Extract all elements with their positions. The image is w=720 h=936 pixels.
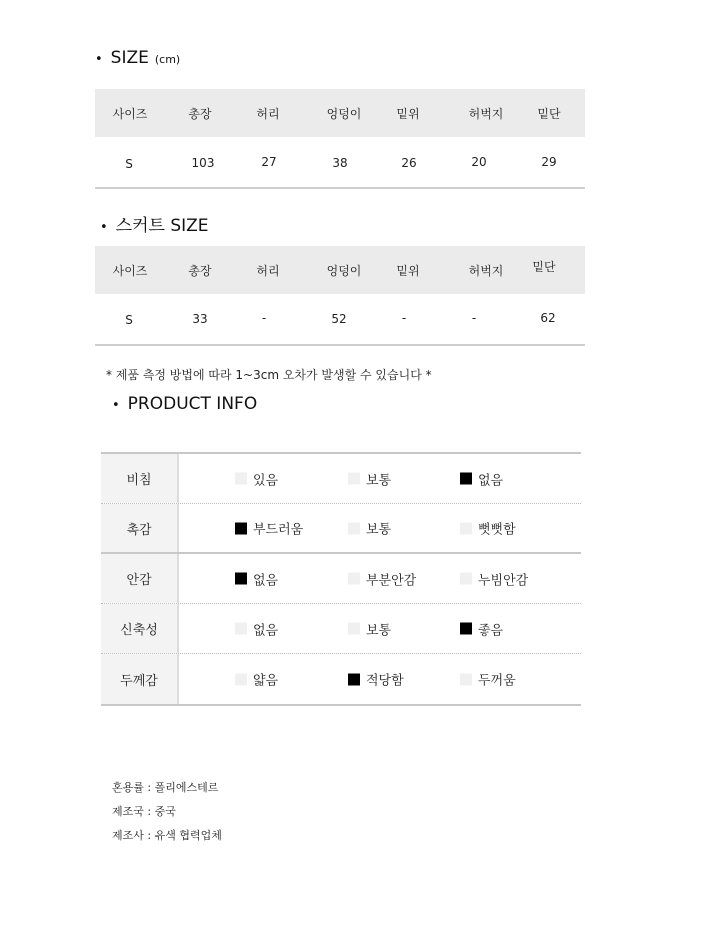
data-cell: - [401, 311, 407, 325]
option-label: 보통 [366, 623, 392, 638]
header-cell: 총장 [188, 264, 212, 278]
data-cell: 38 [332, 156, 348, 170]
data-cell: - [471, 311, 477, 325]
header-cell: 사이즈 [112, 264, 148, 278]
option [460, 469, 503, 488]
header-cell: 허리 [256, 107, 280, 121]
option [348, 569, 416, 588]
option [348, 469, 391, 488]
header-cell: 밑단 [537, 107, 561, 121]
data-cell: 62 [540, 311, 556, 325]
header-cell: 사이즈 [112, 107, 148, 121]
header-cell: 허벅지 [468, 264, 504, 278]
checkbox-mark [460, 573, 472, 585]
info-row-see-through [101, 454, 581, 504]
size-table-row [95, 137, 585, 189]
option [348, 619, 391, 638]
data-cell: S [125, 313, 133, 327]
option [235, 469, 278, 488]
option-label: 있음 [253, 473, 279, 488]
checkbox-mark [235, 473, 247, 485]
data-cell: 52 [331, 312, 347, 326]
header-cell: 총장 [188, 107, 212, 121]
skirt-section-title [100, 211, 209, 236]
option [460, 519, 516, 538]
info-row-lining [101, 554, 581, 604]
option-label: 보통 [366, 473, 392, 488]
option-label: 부드러움 [253, 522, 304, 538]
option [348, 670, 404, 689]
info-row-thickness [101, 654, 581, 704]
option-label: 뻣뻣함 [478, 522, 516, 538]
size-table-header [95, 89, 585, 137]
option [348, 519, 391, 538]
size-section-title [95, 48, 180, 68]
checkbox-mark-selected [235, 522, 247, 534]
bullet: • [100, 220, 108, 235]
product-info-title [112, 394, 257, 414]
data-cell: 27 [261, 155, 277, 169]
data-cell: 29 [541, 155, 557, 169]
option-label: 두꺼움 [478, 673, 516, 689]
size-unit: (cm) [154, 53, 181, 66]
option-label: 보통 [366, 522, 392, 538]
data-cell: 103 [191, 156, 215, 170]
option-label: 없음 [478, 473, 504, 488]
bullet: • [112, 398, 120, 413]
option [460, 670, 516, 689]
checkbox-mark-selected [235, 573, 247, 585]
info-label: 비침 [101, 454, 179, 503]
info-row-stretch [101, 604, 581, 654]
option-label: 적당함 [366, 673, 404, 689]
product-info-table [101, 452, 581, 706]
option-label: 없음 [253, 623, 279, 638]
data-cell: - [261, 311, 267, 325]
option-label: 얇음 [253, 673, 279, 689]
checkbox-mark [348, 522, 360, 534]
origin-info: 제조국 : 중국 [112, 805, 176, 818]
header-cell: 허리 [256, 264, 280, 278]
option [460, 619, 503, 638]
size-title: SIZE [110, 48, 149, 68]
data-cell: S [125, 157, 133, 171]
option [235, 670, 278, 689]
header-cell: 엉덩이 [326, 107, 362, 121]
info-label: 안감 [101, 554, 179, 603]
header-cell: 밑단 [532, 260, 556, 274]
option-label: 누빔안감 [478, 573, 529, 588]
checkbox-mark [348, 473, 360, 485]
info-row-texture [101, 504, 581, 554]
skirt-table [95, 246, 585, 346]
material-info: 혼용률 : 폴리에스테르 [112, 781, 219, 794]
option [460, 569, 528, 588]
checkbox-mark [348, 573, 360, 585]
maker-info: 제조사 : 유색 협력업체 [112, 829, 222, 842]
checkbox-mark-selected [460, 473, 472, 485]
checkbox-mark-selected [460, 623, 472, 635]
checkbox-mark [235, 623, 247, 635]
checkbox-mark [460, 522, 472, 534]
measurement-note: * 제품 측정 방법에 따라 1~3cm 오차가 발생할 수 있습니다 * [106, 368, 432, 382]
skirt-title: 스커트 SIZE [115, 216, 209, 236]
header-cell: 밑위 [396, 264, 420, 278]
header-cell: 밑위 [396, 107, 420, 121]
data-cell: 33 [192, 312, 208, 326]
option [235, 619, 278, 638]
checkbox-mark [348, 623, 360, 635]
info-label: 촉감 [101, 504, 179, 552]
size-table [95, 89, 585, 189]
info-label: 신축성 [101, 604, 179, 653]
skirt-table-header [95, 246, 585, 294]
data-cell: 20 [471, 155, 487, 169]
info-label: 두께감 [101, 654, 179, 704]
option-label: 부분안감 [366, 573, 417, 588]
header-cell: 엉덩이 [326, 264, 362, 278]
option [235, 519, 303, 538]
checkbox-mark [460, 673, 472, 685]
checkbox-mark [235, 673, 247, 685]
product-title: PRODUCT INFO [127, 394, 258, 414]
option-label: 없음 [253, 573, 279, 588]
bullet: • [95, 52, 103, 67]
header-cell: 허벅지 [468, 107, 504, 121]
skirt-table-row [95, 294, 585, 346]
option-label: 좋음 [478, 623, 504, 638]
data-cell: 26 [401, 156, 417, 170]
option [235, 569, 278, 588]
checkbox-mark-selected [348, 673, 360, 685]
